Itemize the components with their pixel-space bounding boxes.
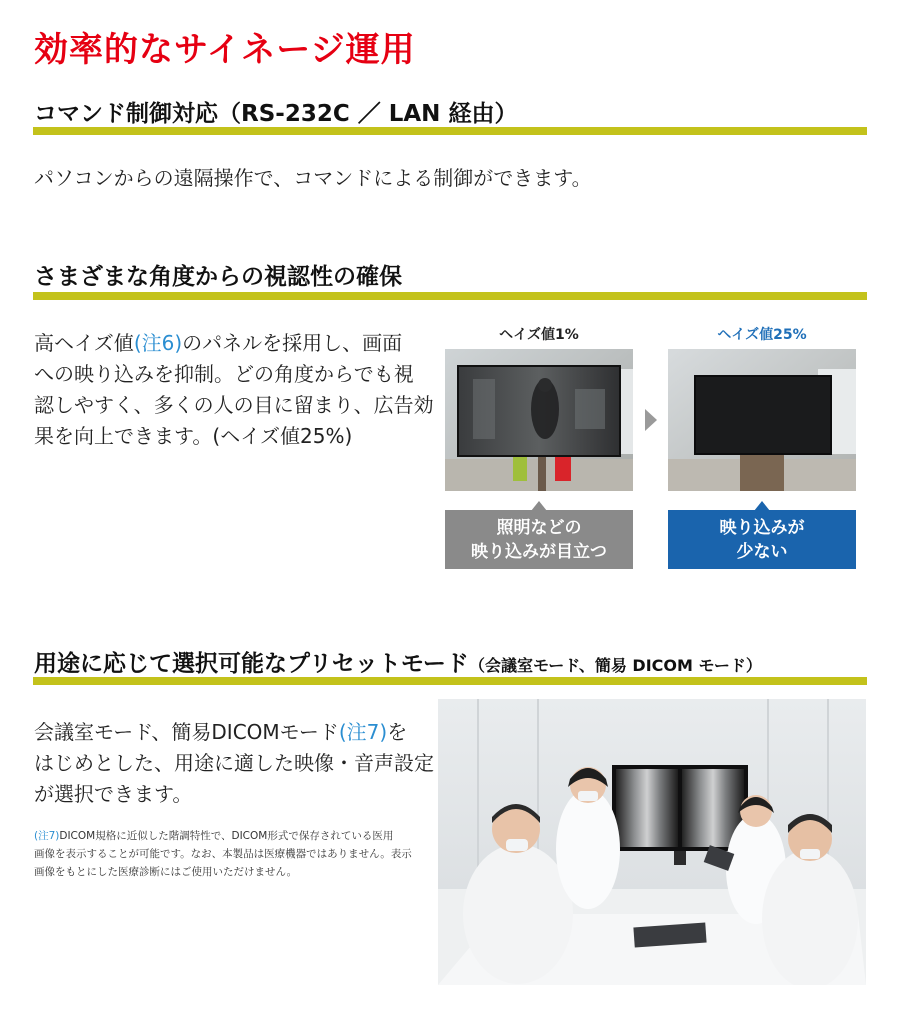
haze-25-label: ヘイズ値25% <box>717 327 807 343</box>
heading-underline-bar <box>33 127 867 135</box>
section-heading-preset-modes <box>34 645 762 678</box>
heading-main: 用途に応じて選択可能なプリセットモード <box>34 651 469 677</box>
haze-1-label: ヘイズ値1% <box>499 327 579 343</box>
section-heading-visibility: さまざまな角度からの視認性の確保 <box>34 264 402 290</box>
heading-sub: （会議室モード、簡易 DICOM モード） <box>468 656 762 675</box>
callout-line: 映り込みが目立つ <box>471 541 607 562</box>
footnote-7 <box>34 827 434 881</box>
text-line: 会議室モード、簡易DICOMモード(注7)を <box>34 720 408 744</box>
callout-line: 映り込みが <box>719 517 805 538</box>
footnote-tag: (注7) <box>34 830 60 842</box>
heading-underline-bar <box>33 292 867 300</box>
footnote-line: (注7)DICOM規格に近似した階調特性で、DICOM形式で保存されている医用 <box>34 830 394 842</box>
page-title: 効率的なサイネージ運用 <box>34 30 416 70</box>
visibility-description <box>34 328 434 452</box>
text-line: 果を向上できます。(ヘイズ値25%) <box>34 424 353 448</box>
callout-line: 照明などの <box>496 517 582 538</box>
text-line: が選択できます。 <box>34 782 193 806</box>
haze-1-callout <box>445 510 633 569</box>
haze-25-callout <box>668 510 856 569</box>
comparison-arrow-icon <box>645 409 657 431</box>
text-line: はじめとした、用途に適した映像・音声設定 <box>34 751 434 775</box>
preset-modes-description <box>34 717 434 810</box>
footnote-line: 画像を表示することが可能です。なお、本製品は医療機器ではありません。表示 <box>34 848 412 860</box>
command-control-description: パソコンからの遠隔操作で、コマンドによる制御ができます。 <box>34 166 592 190</box>
heading-underline-bar <box>33 677 867 685</box>
haze-1-photo <box>445 349 633 491</box>
text-line: 認しやすく、多くの人の目に留まり、広告効 <box>34 393 434 417</box>
footnote-line: 画像をもとにした医療診断にはご使用いただけません。 <box>34 866 298 878</box>
medical-meeting-photo <box>438 699 866 985</box>
note-ref-6: (注6) <box>133 331 183 355</box>
note-ref-7: (注7) <box>338 720 388 744</box>
callout-line: 少ない <box>736 541 788 562</box>
section-heading-command-control: コマンド制御対応（RS-232C ／ LAN 経由） <box>34 101 518 127</box>
haze-25-photo <box>668 349 856 491</box>
text-line: への映り込みを抑制。どの角度からでも視 <box>34 362 414 386</box>
text-line: 高ヘイズ値(注6)のパネルを採用し、画面 <box>34 331 403 355</box>
